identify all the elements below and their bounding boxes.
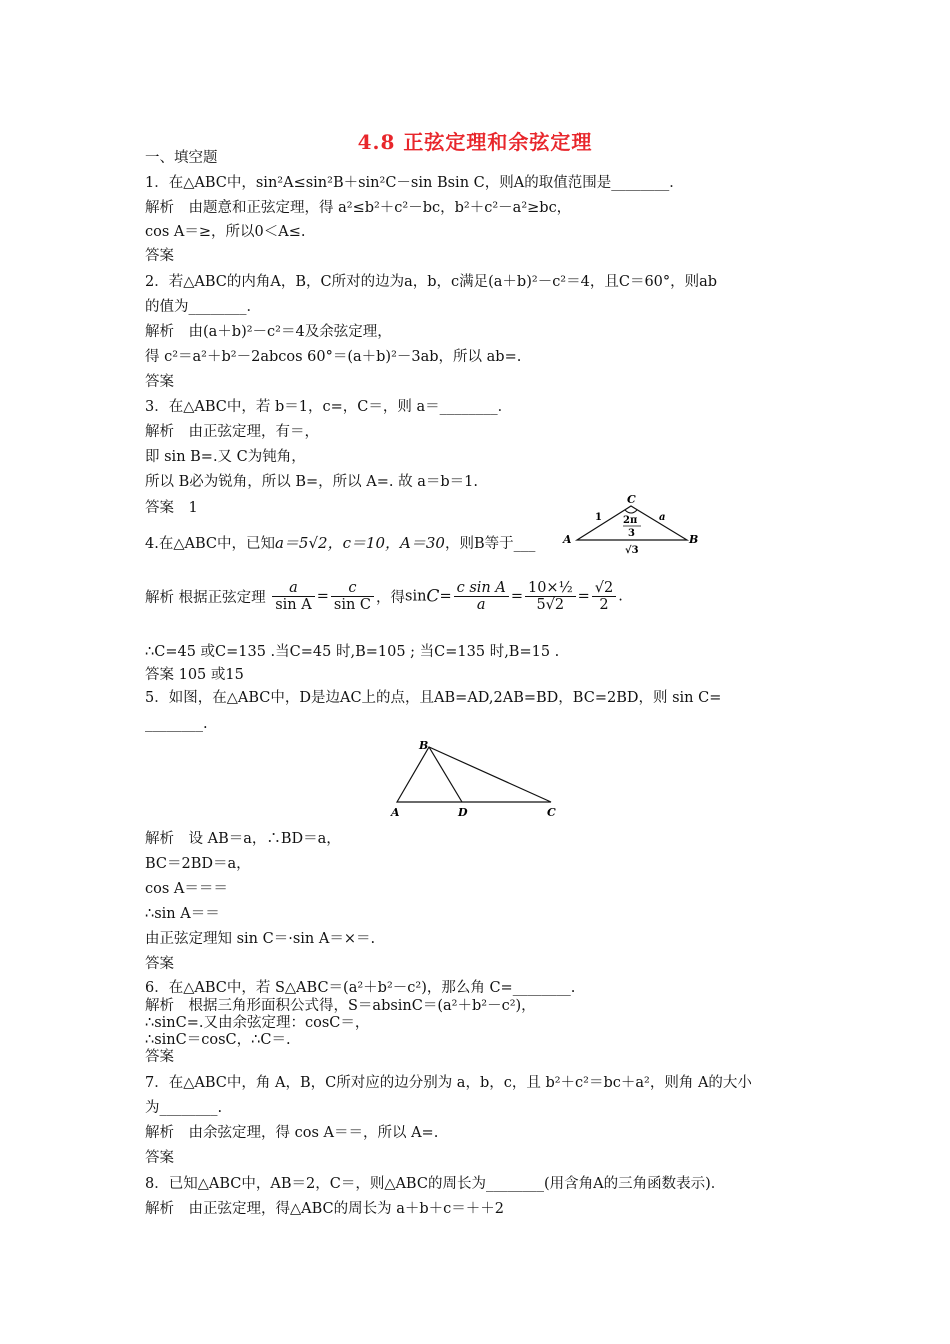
fig1-vertex-c: C bbox=[627, 493, 636, 506]
q3-solution-3: 所以 B必为锐角，所以 B=，所以 A=. 故 a＝b＝1. bbox=[145, 474, 478, 490]
q7-text-2: 为________. bbox=[145, 1100, 223, 1116]
fig1-vertex-a: A bbox=[563, 533, 572, 546]
fraction-a-over-sin-a bbox=[272, 580, 315, 613]
f3-den: a bbox=[476, 597, 486, 613]
fig1-angle-den: 3 bbox=[628, 528, 635, 539]
q4-text bbox=[145, 533, 535, 554]
q6-solution-2: ∴sinC=.又由余弦定理：cosC＝， bbox=[145, 1015, 370, 1031]
q4-solution: 解析 根据正弦定理 $\frac{a}{\text{sin A}}$ = $\frac{c}{\text{sin C}}$ ，得sinC= $\frac{\text{c sin A}}{a}$ = $\frac{\text{10×½}}{5√2}$ = $\frac{√2}{2}$ . bbox=[145, 580, 623, 613]
q4-solution-end: . bbox=[618, 588, 623, 605]
fraction-c-over-sin-c bbox=[331, 580, 374, 613]
q3-text: 3．在△ABC中，若 b＝1，c=，C＝，则 a＝________． bbox=[145, 399, 513, 415]
fig1-vertex-b: B bbox=[689, 533, 699, 546]
f1-num: a bbox=[272, 580, 315, 597]
q1-solution: 解析 由题意和正弦定理，得 a²≤b²＋c²－bc，b²＋c²－a²≥bc， bbox=[145, 200, 572, 216]
q3-answer: 答案 1 bbox=[145, 500, 198, 516]
f4-den: 5√2 bbox=[536, 597, 565, 613]
f4-num: 10×½ bbox=[525, 580, 576, 597]
f1-den: sin A bbox=[275, 597, 312, 613]
q3-solution: 解析 由正弦定理，有＝， bbox=[145, 424, 319, 440]
q6-solution: 解析 根据三角形面积公式得，S＝absinC＝(a²＋b²－c²)， bbox=[145, 998, 536, 1014]
q4-conclusion: ∴C=45 或C=135 .当C=45 时,B=105 ; 当C=135 时,B=15 . bbox=[145, 644, 560, 660]
q4-sin-label: sin bbox=[405, 588, 427, 605]
f2-num: c bbox=[331, 580, 374, 597]
q8-solution: 解析 由正弦定理，得△ABC的周长为 a＋b＋c＝＋＋2 bbox=[145, 1201, 505, 1217]
fig2-vertex-a: A bbox=[391, 806, 400, 819]
q2-answer: 答案 bbox=[145, 374, 174, 390]
page-title: 4.8 正弦定理和余弦定理 bbox=[357, 130, 593, 154]
fraction-value bbox=[525, 580, 576, 613]
fraction-result bbox=[592, 580, 616, 613]
q2-text: 2．若△ABC的内角A，B，C所对的边为a，b，c满足(a＋b)²－c²＝4，且C＝60°，则ab bbox=[145, 274, 718, 290]
q1-answer: 答案 bbox=[145, 248, 174, 264]
q2-text-2: 的值为________． bbox=[145, 299, 261, 315]
fig2-vertex-c: C bbox=[547, 806, 556, 819]
q1-text: 1．在△ABC中，sin²A≤sin²B＋sin²C－sin Bsin C，则A的取值范围是________． bbox=[145, 175, 684, 191]
f2-den: sin C bbox=[333, 597, 371, 613]
q7-solution: 解析 由余弦定理，得 cos A＝＝，所以 A=. bbox=[145, 1125, 439, 1141]
q6-solution-3: ∴sinC＝cosC，∴C＝. bbox=[145, 1032, 291, 1048]
q8-text: 8．已知△ABC中，AB＝2，C＝，则△ABC的周长为________(用含角A的三角函数表示)． bbox=[145, 1176, 726, 1192]
section-heading: 一、填空题 bbox=[145, 150, 218, 166]
q2-solution: 解析 由(a＋b)²－c²＝4及余弦定理， bbox=[145, 324, 392, 340]
q6-text: 6．在△ABC中，若 S△ABC＝(a²＋b²－c²)，那么角 C=________. bbox=[145, 980, 576, 996]
q5-text-2: ________. bbox=[145, 716, 208, 732]
q4-answer: 答案 105 或15 bbox=[145, 667, 244, 683]
q4-prefix: 4.在△ABC中，已知 bbox=[145, 536, 275, 552]
q5-solution-3: cos A＝＝＝ bbox=[145, 881, 228, 897]
f5-num: √2 bbox=[592, 580, 616, 597]
q5-answer: 答案 bbox=[145, 956, 174, 972]
triangle-figure-1 bbox=[555, 490, 705, 560]
fig1-angle-num: 2π bbox=[623, 515, 638, 526]
q1-solution-2: cos A＝≥，所以0＜A≤. bbox=[145, 224, 306, 240]
q3-solution-2: 即 sin B=.又 C为钝角， bbox=[145, 449, 306, 465]
q5-solution: 解析 设 AB＝a，∴BD＝a， bbox=[145, 831, 341, 847]
q7-answer: 答案 bbox=[145, 1150, 174, 1166]
fig1-side-ac: 1 bbox=[595, 512, 602, 523]
q6-answer: 答案 bbox=[145, 1049, 174, 1065]
f3-num: c sin A bbox=[454, 580, 509, 597]
q4-formula: a＝5√2，c＝10，A＝30 bbox=[274, 534, 445, 552]
fraction-csinA-over-a bbox=[454, 580, 509, 613]
fig2-vertex-d: D bbox=[458, 806, 468, 819]
triangle-figure-2 bbox=[383, 735, 563, 820]
q5-text: 5．如图，在△ABC中，D是边AC上的点，且AB=AD,2AB=BD，BC=2BD，则 sin C= bbox=[145, 690, 722, 706]
fig2-vertex-b: B bbox=[419, 739, 429, 752]
q4-c-label: C bbox=[426, 586, 440, 607]
q2-solution-2: 得 c²＝a²＋b²－2abcos 60°＝(a＋b)²－3ab，所以 ab=. bbox=[145, 349, 522, 365]
q5-solution-4: ∴sin A＝＝ bbox=[145, 906, 220, 922]
fig1-side-ab: √3 bbox=[625, 545, 639, 556]
q5-solution-2: BC＝2BD＝a， bbox=[145, 856, 251, 872]
q5-solution-5: 由正弦定理知 sin C＝·sin A＝×＝. bbox=[145, 931, 376, 947]
q4-suffix: ，则B等于___ bbox=[444, 536, 536, 552]
f5-den: 2 bbox=[599, 597, 609, 613]
fig1-side-cb: a bbox=[659, 512, 666, 523]
q4-solution-prefix: 解析 根据正弦定理 bbox=[145, 590, 266, 606]
q4-solution-mid: ，得 bbox=[376, 590, 405, 606]
q7-text: 7．在△ABC中，角 A，B，C所对应的边分别为 a，b，c，且 b²＋c²＝bc＋a²，则角 A的大小 bbox=[145, 1075, 752, 1091]
